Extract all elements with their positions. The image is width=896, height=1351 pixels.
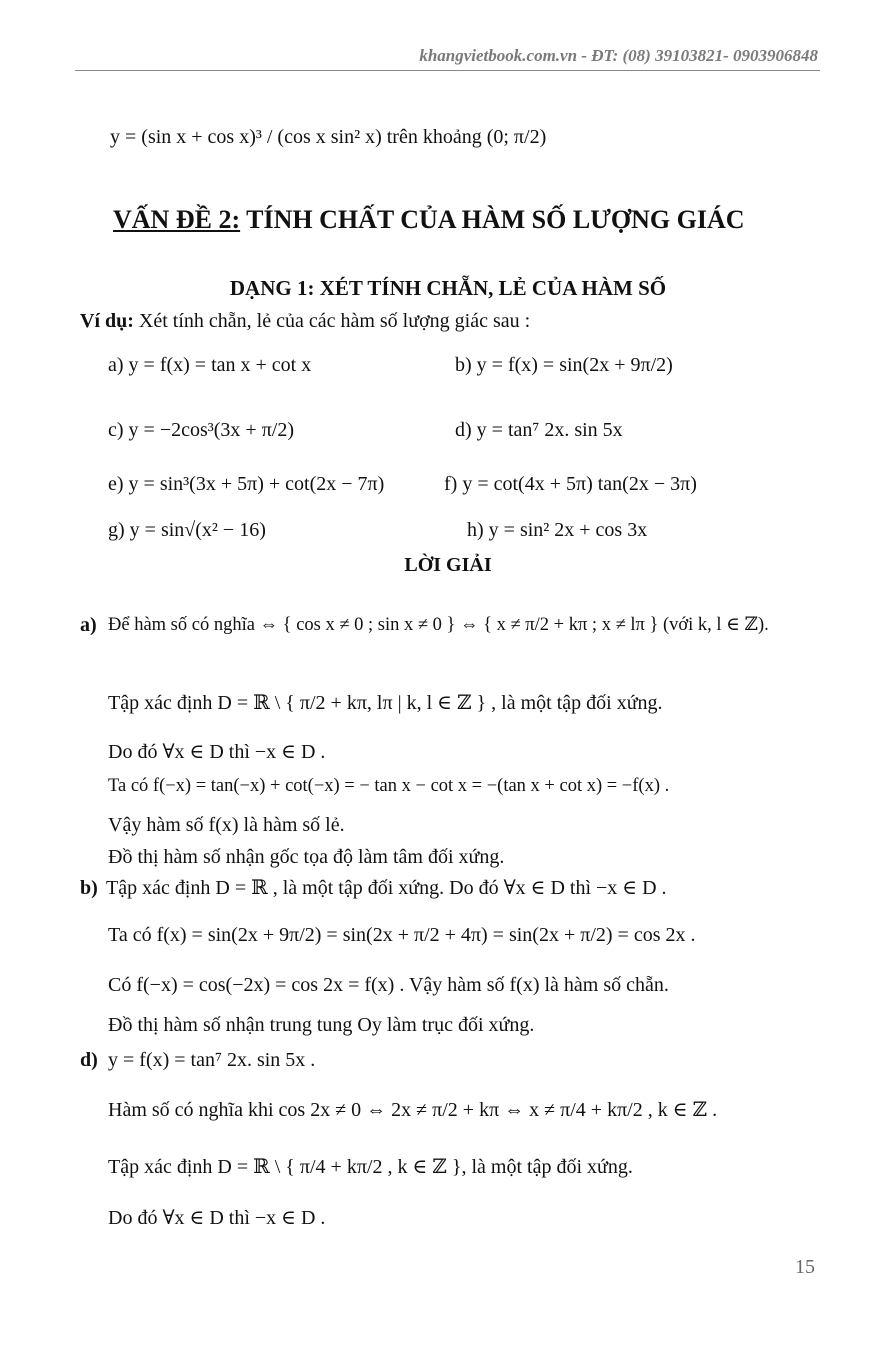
- page-header: khangvietbook.com.vn - ĐT: (08) 39103821- 0903906848: [419, 46, 818, 65]
- exercise-d: d) y = tan⁷ 2x. sin 5x: [455, 419, 623, 441]
- example-text: Xét tính chẵn, lẻ của các hàm số lượng giác sau :: [133, 310, 531, 332]
- section-title-rest: TÍNH CHẤT CỦA HÀM SỐ LƯỢNG GIÁC: [240, 205, 745, 234]
- solution-b-line: Tập xác định D = ℝ , là một tập đối xứng. Do đó ∀x ∈ D thì −x ∈ D .: [106, 877, 667, 899]
- solution-d-line: Do đó ∀x ∈ D thì −x ∈ D .: [108, 1207, 326, 1229]
- solution-a-line: Ta có f(−x) = tan(−x) + cot(−x) = − tan x − cot x = −(tan x + cot x) = −f(x) .: [108, 776, 670, 796]
- solution-heading: LỜI GIẢI: [404, 554, 492, 576]
- solution-a-line: Do đó ∀x ∈ D thì −x ∈ D .: [108, 741, 326, 763]
- solution-a-line: Đồ thị hàm số nhận gốc tọa độ làm tâm đối xứng.: [108, 846, 505, 868]
- solution-a-line: Tập xác định D = ℝ \ { π/2 + kπ, lπ | k, l ∈ ℤ } , là một tập đối xứng.: [108, 692, 663, 714]
- header-rule: [75, 70, 820, 71]
- solution-b-line: Có f(−x) = cos(−2x) = cos 2x = f(x) . Vậy hàm số f(x) là hàm số chẵn.: [108, 974, 669, 996]
- exercise-c: c) y = −2cos³(3x + π/2): [108, 419, 295, 441]
- example-label: Ví dụ:: [80, 310, 134, 332]
- solution-a-line: Vậy hàm số f(x) là hàm số lẻ.: [108, 814, 345, 836]
- solution-d-line: y = f(x) = tan⁷ 2x. sin 5x .: [108, 1049, 316, 1071]
- solution-b-label: b): [80, 877, 98, 899]
- solution-d-line: Hàm số có nghĩa khi cos 2x ≠ 0 ⇔ 2x ≠ π/2 + kπ ⇔ x ≠ π/4 + kπ/2 , k ∈ ℤ .: [108, 1099, 718, 1121]
- subsection-title: DẠNG 1: XÉT TÍNH CHẴN, LẺ CỦA HÀM SỐ: [229, 276, 667, 300]
- section-title: [113, 205, 745, 235]
- solution-b-line: Ta có f(x) = sin(2x + 9π/2) = sin(2x + π/2 + 4π) = sin(2x + π/2) = cos 2x .: [108, 924, 696, 946]
- exercise-f: f) y = cot(4x + 5π) tan(2x − 3π): [444, 473, 697, 495]
- exercise-g: g) y = sin√(x² − 16): [108, 519, 266, 541]
- intro-formula: y = (sin x + cos x)³ / (cos x sin² x) trên khoảng (0; π/2): [110, 126, 547, 148]
- page-number: 15: [795, 1256, 815, 1278]
- exercise-b: b) y = f(x) = sin(2x + 9π/2): [455, 354, 673, 376]
- solution-a-label: a): [80, 614, 97, 636]
- solution-d-line: Tập xác định D = ℝ \ { π/4 + kπ/2 , k ∈ ℤ }, là một tập đối xứng.: [108, 1156, 633, 1178]
- solution-a-line: Để hàm số có nghĩa ⇔ { cos x ≠ 0 ; sin x ≠ 0 } ⇔ { x ≠ π/2 + kπ ; x ≠ lπ } (với k, l ∈ ℤ).: [108, 615, 769, 635]
- exercise-h: h) y = sin² 2x + cos 3x: [467, 519, 648, 541]
- solution-d-label: d): [80, 1049, 98, 1071]
- exercise-a: a) y = f(x) = tan x + cot x: [108, 354, 312, 376]
- section-title-prefix: VẤN ĐỀ 2:: [113, 205, 241, 234]
- exercise-e: e) y = sin³(3x + 5π) + cot(2x − 7π): [108, 473, 385, 495]
- solution-b-line: Đồ thị hàm số nhận trung tung Oy làm trục đối xứng.: [108, 1014, 535, 1036]
- example-intro: [80, 309, 530, 333]
